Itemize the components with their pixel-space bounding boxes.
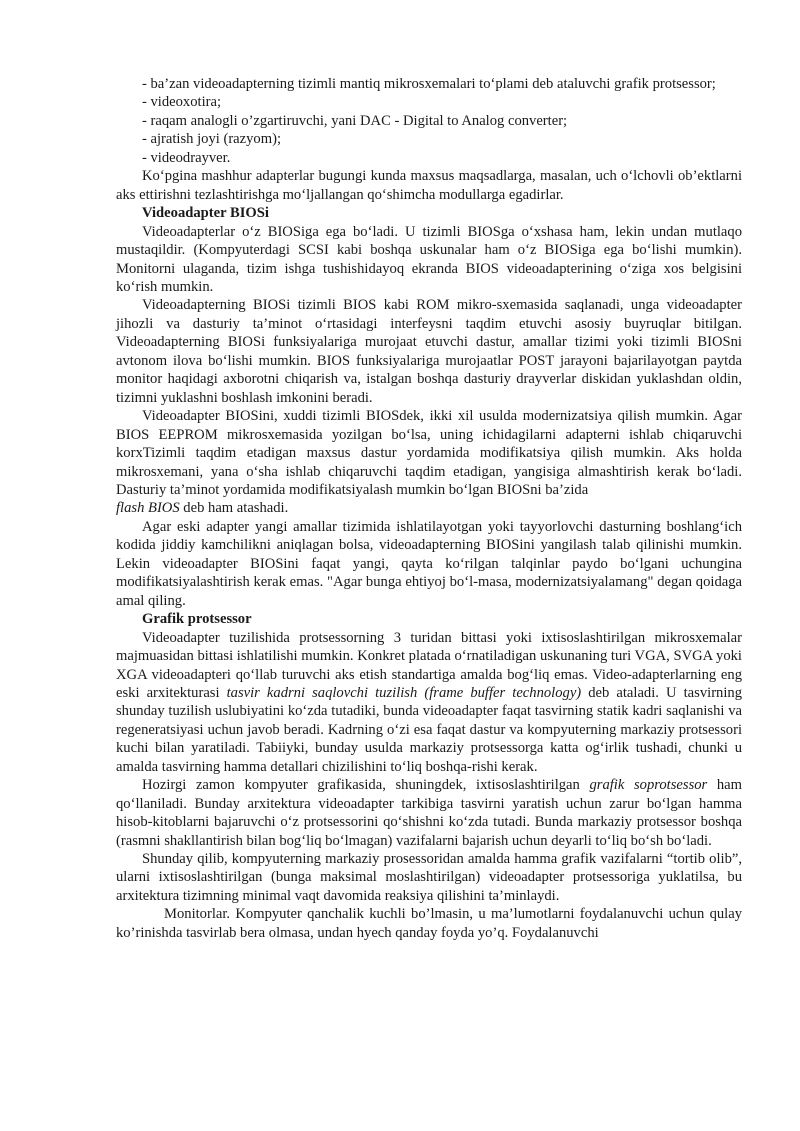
paragraph-gpu-2 <box>116 776 742 850</box>
paragraph-gpu-1-tail: deb ataladi. U tasvirning shunday tuzilish uslubiyatini ko‘zda tutadiki, bunda videoadapter faqat tasvirning statik kadri saqlanishi va regeneratsiyasi uchun javob beradi. Kadrning o‘zi esa faqat dastur va kompyuterning markaziy protsessori kuchi bilan yaratiladi. Tabiiyki, bunday usulda markaziy protsessorga katta og‘irlik tushadi, chunki u amalda tasvirning hamma detallari chizilishini to‘liq boshqa-rishi kerak. <box>116 684 742 775</box>
paragraph-bios-2: Videoadapterning BIOSi tizimli BIOS kabi ROM mikro-sxemasida saqlanadi, unga videoadapter jihozli va dasturiy ta’minot o‘rtasidagi interfeysni taqdim etuvchi asosiy buyruqlar bitilgan. Videoadapterning BIOSi funksiyalariga murojaat etuvchi dastur, amallar tizimi yoki tizimli BIOSni avtonom ilova bo‘lishi mumkin. BIOS funksiyalariga murojaatlar POST jarayoni bajarilayotgan paytda monitor haqidagi axborotni chiqarish va, istalgan boshqa dasturiy drayverlar diskidan yuklashdan oldin, tizimni yuklashni boshlash imkonini beradi. <box>116 297 742 406</box>
paragraph-bios-1: Videoadapterlar o‘z BIOSiga ega bo‘ladi. U tizimli BIOSga o‘xshasa ham, lekin undan mutlaqo mustaqildir. (Kompyuterdagi SCSI kabi boshqa uskunalar ham o‘z BIOSiga ega bo‘lishi mumkin). Monitorni ulaganda, tizim ishga tushishidayoq ekranda BIOS videoadapterining o‘ziga xos belgisini ko‘rish mumkin. <box>116 223 742 295</box>
flash-bios-term: flash BIOS <box>116 500 180 517</box>
paragraph-gpu-1 <box>116 629 742 777</box>
list-item-videodriver: - videodrayver. <box>142 149 231 166</box>
paragraph-bios-4: Agar eski adapter yangi amallar tizimida ishlatilayotgan yoki tayyorlovchi dasturning boshlang‘ich kodida jiddiy kamchilikni aniqlagan bolsa, videoadapterning BIOSini yangilash talab qilinishi mumkin. Lekin videoadapter BIOSini faqat yangi, qayta ko‘rilgan talqinlar paydo bo‘lgani uchungina modifikatsiyalashtirish kerak emas. "Agar bunga ehtiyoj bo‘l-masa, modernizatsiyalamang" degan qoidaga amal qiling. <box>116 518 742 609</box>
paragraph-gpu-2-tail: ham qo‘llaniladi. Bunday arxitektura videoadapter tarkibiga tasvirni yaratish uchun zarur bo‘lgan hamma hisob-kitoblarni bajaruvchi o‘z protsessorini qo‘shishni ko‘zda tutadi. Bunda markaziy protsessor boshqa (rasmni shakllantirish bilan bog‘liq bo‘lmagan) vazifalarni bajarish uchun deyarli to‘liq bo‘sh bo‘ladi. <box>116 777 742 849</box>
list-item-graphic-processor: - ba’zan videoadapterning tizimli mantiq mikrosxemalari to‘plami deb ataluvchi grafik protsessor; <box>142 76 716 92</box>
paragraph-bios-3-tail: deb ham atashadi. <box>179 500 289 517</box>
paragraph-gpu-3: Shunday qilib, kompyuterning markaziy prosessoridan amalda hamma grafik vazifalarni “tortib olib”, ularni ixtisoslashtirilgan (bunga maksimal moslashtirilgan) videoadapter protsessoriga yuklatilsa, bu arxitektura tizimning minimal vaqt davomida reaksiya qilishini ta’minlaydi. <box>116 851 742 904</box>
paragraph-gpu-1-text: Videoadapter tuzilishida protsessorning 3 turidan bittasi yoki ixtisoslashtirilgan mikrosxemalar majmuasidan bittasi ishlatilishi mumkin. Konkret platada o‘rnatiladigan uskunaning turi VGA, SVGA yoki XGA videoadapteri qo‘llab turuvchi aks etish standartiga amalda bog‘liq emas. Video-adapterlarning eng eski arxitekturasi <box>116 629 742 701</box>
paragraph-monitors: Monitorlar. Kompyuter qanchalik kuchli bo’lmasin, u ma’lumotlarni foydalanuvchi uchun qulay ko’rinishda tasvirlab bera olmasa, undan hyech qanday foyda yo’q. Foydalanuvchi <box>116 906 742 941</box>
graphic-coprocessor-term: grafik soprotsessor <box>589 777 708 794</box>
heading-graphic-processor: Grafik protsessor <box>142 611 252 628</box>
paragraph-adapters: Ko‘pgina mashhur adapterlar bugungi kunda maxsus maqsadlarga, masalan, uch o‘lchovli ob’ektlarni aks ettirishni tezlashtirishga mo‘ljallangan qo‘shimcha modullarga egadirlar. <box>116 168 742 203</box>
paragraph-gpu-2-text: Hozirgi zamon kompyuter grafikasida, shuningdek, ixtisoslashtirilgan <box>142 777 590 794</box>
frame-buffer-term: tasvir kadrni saqlovchi tuzilish (frame buffer technology) <box>226 684 582 701</box>
paragraph-bios-3-text: Videoadapter BIOSini, xuddi tizimli BIOSdek, ikki xil usulda modernizatsiya qilish mumkin. Agar BIOS EEPROM mikrosxemasida yozilgan bo‘lsa, uning ichidagilarni adapterni ishlab chiqaruvchi korxTizimli taqdim etadigan maxsus dastur yordamida modifikatsiya qilish mumkin. Aks holda mikrosxemani, yana o‘sha ishlab chiqaruvchi taqdim etadigan, yangisiga almashtirish kerak bo‘ladi. Dasturiy ta’minot yordamida modifikatsiyalash mumkin bo‘lgan BIOSni ba’zida <box>116 408 742 498</box>
document-page <box>116 75 742 942</box>
heading-videoadapter-bios: Videoadapter BIOSi <box>142 205 269 222</box>
list-item-dac: - raqam analogli o’zgartiruvchi, yani DAC - Digital to Analog converter; <box>142 112 568 129</box>
list-item-videomemory: - videoxotira; <box>142 94 222 111</box>
list-item-connector: - ajratish joyi (razyom); <box>142 131 281 148</box>
paragraph-bios-3 <box>116 407 742 518</box>
